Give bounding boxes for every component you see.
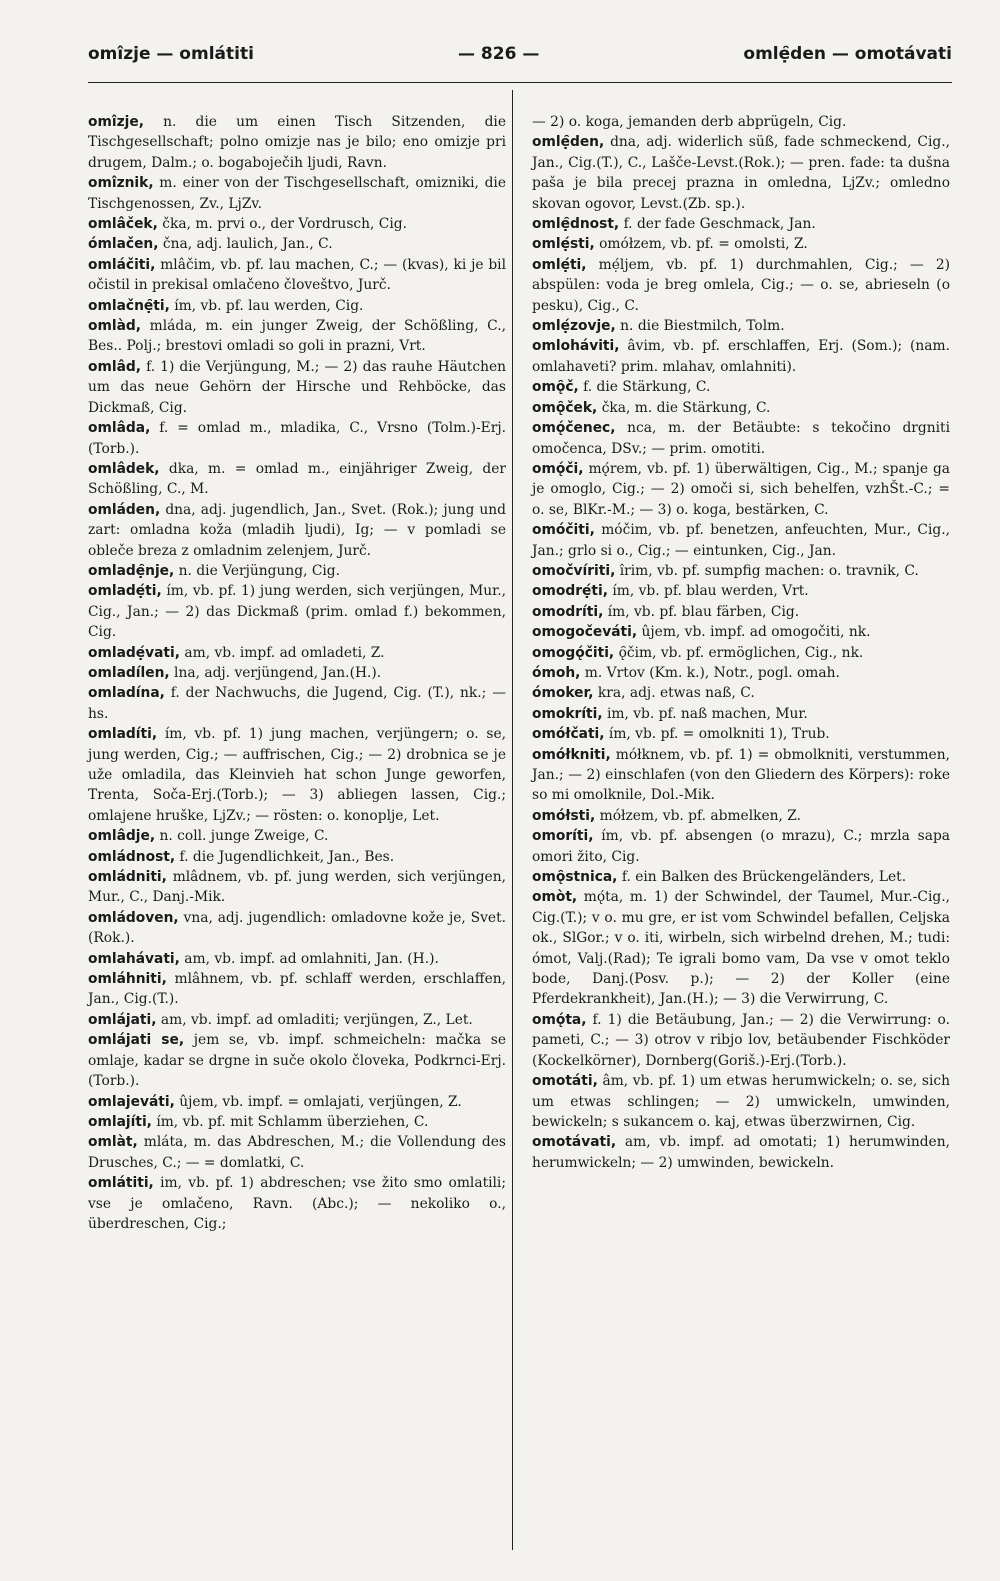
dictionary-entry [88, 214, 506, 234]
entry-headword: omǫ̑stnica, [532, 869, 618, 886]
dictionary-entry [532, 255, 950, 316]
entry-headword: omòt, [532, 889, 578, 906]
dictionary-entry [88, 908, 506, 949]
entry-headword: omlajeváti, [88, 1093, 175, 1110]
entry-headword: omlâd, [88, 358, 142, 375]
entry-headword: omotáti, [532, 1073, 598, 1090]
entry-headword: omlẹ̑dnost, [532, 216, 620, 233]
entry-definition: kra, adj. etwas naß, C. [597, 685, 755, 702]
entry-definition: vna, adj. jugendlich: omladovne kože je, Svet.(Rok.). [88, 909, 506, 947]
dictionary-entry [532, 826, 950, 867]
entry-definition: f. der Nachwuchs, die Jugend, Cig. (T.), nk.; — hs. [88, 685, 507, 722]
entry-headword: omladẹ̑nje, [88, 562, 175, 579]
dictionary-entry [88, 418, 506, 459]
entry-definition: čka, m. prvi o., der Vordrusch, Cig. [162, 216, 407, 233]
entry-headword: omóčiti, [532, 522, 595, 539]
entry-headword: omlačnẹ̑ti, [88, 297, 170, 314]
dictionary-entry [532, 398, 950, 418]
entry-headword: omǫ́či, [532, 460, 584, 477]
entry-headword: omládnost, [88, 848, 176, 865]
entry-headword: omlájati, [88, 1011, 157, 1028]
entry-definition: n. die Biestmilch, Tolm. [620, 318, 785, 335]
entry-headword: omlâček, [88, 216, 158, 233]
entry-headword: omlàt, [88, 1134, 138, 1151]
dictionary-entry [532, 887, 950, 1009]
dictionary-entry [88, 316, 506, 357]
entry-definition: mǫ́rem, vb. pf. 1) überwältigen, Cig., M.; spanje ga je omoglo, Cig.; — 2) omoči si, sich behelfen, vzhŠt.-C.; = o. se, BlKr.-M.; — 3) o. koga, bestärken, C. [532, 460, 950, 518]
entry-headword: omladína, [88, 685, 165, 702]
entry-definition: m. Vrtov (Km. k.), Notr., pogl. omah. [584, 664, 840, 681]
entry-definition: mẹ́ljem, vb. pf. 1) durchmahlen, Cig.; — 2) abspülen: voda je breg omlela, Cig.; — o. se, abrieseln (o pesku), Cig., C. [532, 256, 951, 314]
entry-definition: n. die um einen Tisch Sitzenden, die Tischgesellschaft; polno omizje nas je bilo; eno omizje pri drugem, Dalm.; o. bogaboječih ljudi, Ravn. [88, 114, 506, 171]
dictionary-entry [532, 1010, 950, 1071]
dictionary-entry [532, 459, 950, 520]
dictionary-entry [88, 1132, 506, 1173]
dictionary-entry [532, 602, 950, 622]
dictionary-entry [88, 500, 506, 561]
entry-headword: omláhniti, [88, 971, 167, 988]
entry-definition: dka, m. = omlad m., einjähriger Zweig, der Schößling, C., M. [88, 460, 507, 498]
entry-definition: am, vb. impf. ad omladiti; verjüngen, Z., Let. [160, 1011, 473, 1028]
entry-definition: îrim, vb. pf. sumpfig machen: o. travnik, C. [619, 562, 919, 579]
dictionary-entry [88, 826, 506, 846]
entry-definition: lna, adj. verjüngend, Jan.(H.). [174, 664, 382, 681]
entry-headword: omoríti, [532, 828, 594, 845]
entry-definition: mǫ́ta, m. 1) der Schwindel, der Taumel, Mur.-Cig., Cig.(T.); v o. mu gre, er ist vom Schwindel befallen, Celjska ok., SlGor.; v o. iti, wirbeln, sich wirbelnd drehen, M.; tudi: ómot, Valj.(Rad); Te igrali bomo vam, Da vse v omot teklo bode, Danj.(Posv. p.); — 2) der Koller (eine Pferdekrankheit), Jan.(H.); — 3) die Verwirrung, C. [532, 889, 950, 1008]
entry-headword: omîzje, [88, 114, 144, 130]
entry-headword: omlẹ́ti, [532, 256, 587, 273]
entry-definition: mláta, m. das Abdreschen, M.; die Vollendung des Drusches, C.; — = domlatki, C. [88, 1134, 506, 1171]
dictionary-entry [532, 806, 950, 826]
dictionary-entry [88, 234, 506, 254]
entry-headword: omogočeváti, [532, 624, 638, 641]
dictionary-entry [88, 663, 506, 683]
entry-definition: omółzem, vb. pf. = omolsti, Z. [599, 236, 808, 253]
dictionary-entry [88, 724, 506, 826]
entry-headword: omlẹ́zovje, [532, 318, 616, 335]
dictionary-entry [88, 1010, 506, 1030]
entry-definition: âm, vb. pf. 1) um etwas herumwickeln; o. se, sich um etwas schlingen; — 2) umwickeln, umwinden, bewickeln; s sukancem o. kaj, etwas überzwirnen, Cig. [532, 1073, 951, 1130]
dictionary-entry [88, 867, 506, 908]
entry-definition: f. die Jugendlichkeit, Jan., Bes. [179, 848, 395, 865]
entry-headword: omočvíriti, [532, 562, 616, 579]
entry-definition: f. der fade Geschmack, Jan. [623, 216, 816, 233]
entry-headword: omîznik, [88, 175, 154, 192]
dictionary-entry [532, 683, 950, 703]
entry-headword: ómoh, [532, 664, 581, 681]
dictionary-entry [88, 847, 506, 867]
dictionary-entry [88, 112, 506, 173]
entry-headword: omládniti, [88, 869, 167, 886]
entry-headword: omlájati se, [88, 1032, 185, 1049]
entry-headword: omladílen, [88, 664, 170, 681]
dictionary-entry [88, 459, 506, 500]
entry-definition: ûjem, vb. impf. ad omogočiti, nk. [641, 624, 871, 641]
entry-headword: omlâda, [88, 420, 151, 437]
dictionary-entry [88, 643, 506, 663]
entry-definition: mółknem, vb. pf. 1) = obmolkniti, verstummen, Jan.; — 2) einschlafen (von den Gliedern des Körpers): roke so mi omolknile, Dol.-Mik. [532, 746, 950, 804]
entry-headword: omodrẹ́ti, [532, 583, 608, 600]
left-column [88, 112, 506, 1234]
entry-definition: ím, vb. pf. 1) jung werden, sich verjüngen, Mur., Cig., Jan.; — 2) das Dickmaß (prim. omlad f.) bekommen, Cig. [88, 583, 506, 641]
dictionary-entry [532, 663, 950, 683]
page-header [88, 44, 952, 64]
dictionary-entry [532, 1071, 950, 1132]
entry-definition: am, vb. impf. ad omotati; 1) herumwinden, herumwickeln; — 2) umwinden, bewickeln. [532, 1134, 950, 1171]
entry-definition: ím, vb. pf. = omolkniti 1), Trub. [608, 726, 830, 743]
entry-definition: am, vb. impf. ad omlahniti, Jan. (H.). [184, 950, 439, 967]
entry-definition: âvim, vb. pf. erschlaffen, Erj. (Som.); (nam. omlahaveti? prim. mlahav, omlahniti). [532, 338, 950, 375]
entry-headword: omodríti, [532, 603, 604, 620]
header-rule [88, 82, 952, 83]
entry-definition: ím, vb. pf. blau werden, Vrt. [612, 583, 809, 600]
entry-headword: omǫ́ta, [532, 1011, 587, 1028]
entry-definition: mlâčim, vb. pf. lau machen, C.; — (kvas), ki je bil očistil in prekisal omlačeno človeštvo, Jurč. [88, 256, 506, 294]
entry-headword: omotávati, [532, 1134, 617, 1151]
entry-headword: omlahávati, [88, 950, 180, 967]
header-right-guide: omlẹ̑den — omotávati [743, 44, 952, 64]
entry-definition: nca, m. der Betäubte: s tekočino drgniti omočenca, DSv.; — prim. omotiti. [532, 420, 950, 457]
dictionary-entry [532, 418, 950, 459]
dictionary-entry [88, 683, 506, 724]
dictionary-entry [532, 214, 950, 234]
entry-definition: im, vb. pf. 1) abdreschen; vse žito smo omlatili; vse je omlačeno, Ravn. (Abc.); — nekoliko o., überdreschen, Cig.; [88, 1175, 506, 1232]
entry-headword: omǫ̑ček, [532, 399, 598, 416]
entry-definition: f. 1) die Betäubung, Jan.; — 2) die Verwirrung: o. pameti, C.; — 3) otrov v ribjo lov, betäubender Fischköder (Kockelkörner), Dornberg(Goriš.)-Erj.(Torb.). [532, 1011, 951, 1069]
entry-definition: m. einer von der Tischgesellschaft, omizniki, die Tischgenossen, Zv., LjZv. [88, 175, 506, 212]
entry-headword: omlâdek, [88, 460, 160, 477]
dictionary-entry [88, 1092, 506, 1112]
dictionary-entry [88, 1030, 506, 1091]
entry-headword: omółkniti, [532, 746, 611, 763]
entry-headword: omokríti, [532, 705, 603, 722]
entry-headword: omlàd, [88, 318, 142, 335]
entry-headword: omlajíti, [88, 1113, 152, 1130]
entry-headword: omládoven, [88, 909, 179, 926]
entry-definition: dna, adj. jugendlich, Jan., Svet. (Rok.); jung und zart: omladna koža (mladih ljudi), Ig; — v pomladi se obleče breza z omladnim zelenjem, Jurč. [88, 501, 506, 559]
entry-headword: omółsti, [532, 807, 596, 824]
entry-headword: omlátiti, [88, 1175, 154, 1192]
entry-definition: ím, vb. pf. absengen (o mrazu), C.; mrzla sapa omori žito, Cig. [532, 828, 950, 865]
entry-definition: ǫ̑čim, vb. pf. ermöglichen, Cig., nk. [618, 644, 864, 661]
entry-definition: f. 1) die Verjüngung, M.; — 2) das rauhe Häutchen um das neue Gehörn der Hirsche und Rehböcke, das Dickmaß, Cig. [88, 358, 507, 416]
entry-definition: čka, m. die Stärkung, C. [601, 399, 771, 416]
dictionary-entry [88, 357, 506, 418]
column-divider [512, 90, 513, 1550]
entry-headword: omǫ́čenec, [532, 420, 616, 437]
entry-definition: n. coll. junge Zweige, C. [159, 828, 329, 845]
entry-headword: omǫ̑č, [532, 379, 579, 396]
entry-definition: jem se, vb. impf. schmeicheln: mačka se omlaje, kadar se drgne in suče okolo človeka, Podkrnci-Erj.(Torb.). [88, 1032, 506, 1090]
entry-definition: ím, vb. pf. blau färben, Cig. [607, 603, 800, 620]
entry-definition: mlâhnem, vb. pf. schlaff werden, erschlaffen, Jan., Cig.(T.). [88, 971, 507, 1008]
entry-definition: ûjem, vb. impf. = omlajati, verjüngen, Z. [179, 1093, 462, 1110]
entry-definition: mlâdnem, vb. pf. jung werden, sich verjüngen, Mur., C., Danj.-Mik. [88, 869, 506, 906]
dictionary-entry [88, 581, 506, 642]
dictionary-entry [532, 1132, 950, 1173]
entry-headword: omółčati, [532, 726, 605, 743]
dictionary-entry [532, 622, 950, 642]
entry-definition: ím, vb. pf. 1) jung machen, verjüngern; o. se, jung werden, Cig.; — auffrischen, Cig.; — 2) drobnica se je uže omladila, das Kleinvieh hat schon Junge geworfen, Trenta, Soča-Erj.(Torb.); — 3) abliegen lassen, Cig.; omlajene hruške, LjZv.; — rösten: o. konoplje, Let. [88, 726, 506, 824]
entry-headword: omladíti, [88, 726, 158, 743]
page-number: — 826 — [458, 44, 540, 64]
entry-definition: dna, adj. widerlich süß, fade schmeckend, Cig., Jan., Cig.(T.), C., Lašče-Levst.(Rok.); — pren. fade: ta dušna paša je bila precej prazna in omledna, LjZv.; omledno skovan ogovor, Levst.(Zb. sp.). [532, 134, 950, 212]
entry-definition: mółzem, vb. pf. abmelken, Z. [599, 807, 802, 824]
dictionary-entry [532, 316, 950, 336]
entry-definition: mláda, m. ein junger Zweig, der Schößling, C., Bes.. Polj.; brestovi omladi so goli in prazni, Vrt. [88, 318, 506, 355]
dictionary-entry [88, 296, 506, 316]
entry-headword: omloháviti, [532, 338, 620, 355]
entry-headword: ómlačen, [88, 236, 159, 253]
entry-definition: f. die Stärkung, C. [583, 379, 711, 396]
dictionary-entry [88, 1112, 506, 1132]
dictionary-entry [532, 132, 950, 214]
entry-definition: im, vb. pf. naß machen, Mur. [607, 705, 808, 722]
dictionary-entry [532, 643, 950, 663]
entry-definition: am, vb. impf. ad omladeti, Z. [184, 644, 385, 661]
entry-headword: omláden, [88, 501, 161, 518]
entry-definition: f. = omlad m., mladika, C., Vrsno (Tolm.)-Erj.(Torb.). [88, 420, 506, 457]
dictionary-entry [532, 561, 950, 581]
dictionary-entry [532, 377, 950, 397]
entry-headword: ómoker, [532, 685, 594, 702]
entry-headword: omogǫ́čiti, [532, 644, 615, 661]
entry-headword: omláčiti, [88, 256, 156, 273]
entry-definition: — 2) o. koga, jemanden derb abprügeln, Cig. [532, 114, 847, 130]
dictionary-entry [532, 581, 950, 601]
entry-definition: čna, adj. laulich, Jan., C. [162, 236, 333, 253]
dictionary-entry [88, 969, 506, 1010]
entry-headword: omladẹ́ti, [88, 583, 162, 600]
entry-definition: ím, vb. pf. mit Schlamm überziehen, C. [156, 1113, 429, 1130]
dictionary-entry [532, 724, 950, 744]
right-column [532, 112, 950, 1173]
entry-definition: ím, vb. pf. lau werden, Cig. [174, 297, 364, 314]
entry-definition: móčim, vb. pf. benetzen, anfeuchten, Mur., Cig., Jan.; grlo si o., Cig.; — eintunken, Cig., Jan. [532, 522, 950, 559]
entry-definition: f. ein Balken des Brückengeländers, Let. [621, 869, 907, 886]
dictionary-entry [532, 704, 950, 724]
dictionary-entry [532, 520, 950, 561]
dictionary-entry [88, 1173, 506, 1234]
dictionary-entry [88, 255, 506, 296]
dictionary-entry [532, 745, 950, 806]
entry-headword: omlẹ̑den, [532, 134, 605, 151]
dictionary-entry [88, 173, 506, 214]
dictionary-entry [88, 561, 506, 581]
header-left-guide: omîzje — omlátiti [88, 44, 254, 64]
dictionary-entry [88, 949, 506, 969]
dictionary-entry [532, 234, 950, 254]
dictionary-entry [532, 112, 950, 132]
entry-definition: n. die Verjüngung, Cig. [178, 562, 341, 579]
dictionary-entry [532, 336, 950, 377]
entry-headword: omlâdje, [88, 828, 156, 845]
entry-headword: omladẹ́vati, [88, 644, 180, 661]
dictionary-entry [532, 867, 950, 887]
entry-headword: omlẹ́sti, [532, 236, 595, 253]
